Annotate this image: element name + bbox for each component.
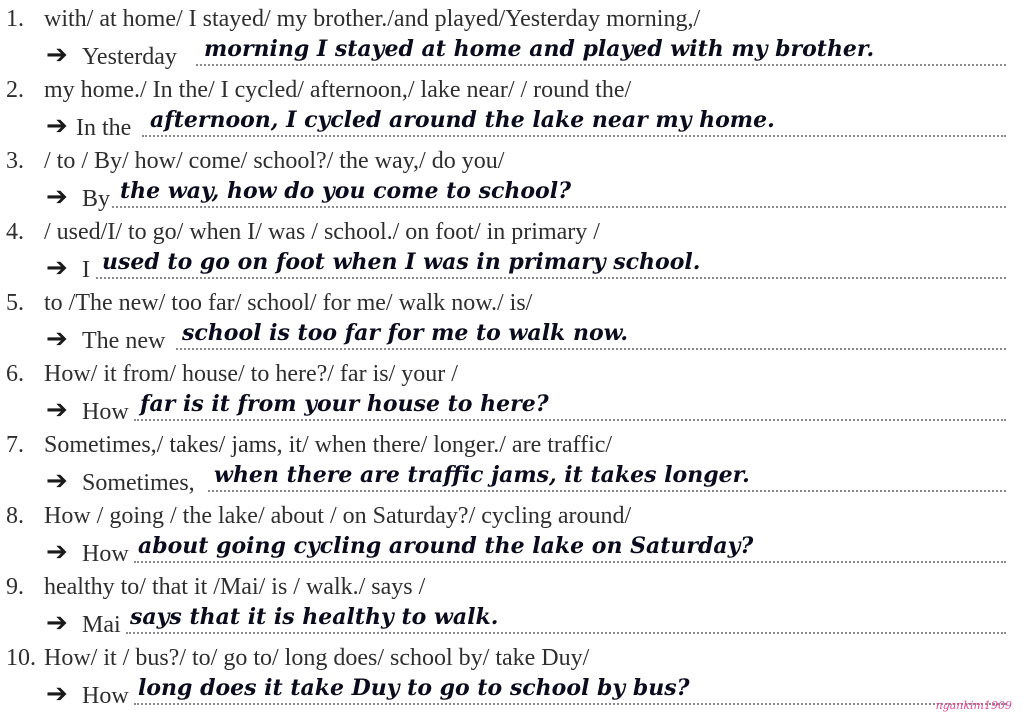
exercise-item-7 [0, 426, 1024, 497]
scrambled-prompt [6, 643, 589, 673]
arrow-right-icon: ➔ [46, 253, 68, 283]
arrow-right-icon: ➔ [46, 466, 68, 496]
arrow-right-icon: ➔ [46, 40, 68, 70]
dotted-answer-line [134, 561, 1006, 563]
arrow-right-icon: ➔ [46, 679, 68, 709]
answer-line [46, 464, 1006, 496]
scrambled-words: / to / By/ how/ come/ school?/ the way,/ do you/ [44, 148, 505, 174]
scrambled-prompt [6, 430, 612, 460]
answer-line [46, 322, 1006, 354]
answer-line [46, 38, 1006, 70]
handwritten-answer: about going cycling around the lake on Saturday? [138, 533, 754, 559]
handwritten-answer: says that it is healthy to walk. [130, 604, 499, 630]
scrambled-words: with/ at home/ I stayed/ my brother./and played/Yesterday morning,/ [44, 6, 701, 32]
item-number: 8. [6, 503, 24, 529]
answer-prefix: By [82, 186, 111, 212]
arrow-right-icon: ➔ [46, 182, 68, 212]
exercise-item-5 [0, 284, 1024, 355]
answer-line [46, 180, 1006, 212]
item-number: 1. [6, 6, 24, 32]
dotted-answer-line [208, 490, 1006, 492]
dotted-answer-line [142, 135, 1006, 137]
dotted-answer-line [196, 64, 1006, 66]
scrambled-prompt [6, 501, 631, 531]
scrambled-words: healthy to/ that it /Mai/ is / walk./ says / [44, 574, 426, 600]
scrambled-words: my home./ In the/ I cycled/ afternoon,/ lake near/ / round the/ [44, 77, 632, 103]
item-number: 10. [6, 645, 36, 671]
answer-line [46, 677, 1006, 709]
scrambled-words: / used/I/ to go/ when I/ was / school./ on foot/ in primary / [44, 219, 600, 245]
answer-prefix: In the [76, 115, 132, 141]
dotted-answer-line [134, 703, 1006, 705]
answer-line [46, 535, 1006, 567]
item-number: 5. [6, 290, 24, 316]
dotted-answer-line [112, 206, 1006, 208]
exercise-item-8 [0, 497, 1024, 568]
item-number: 9. [6, 574, 24, 600]
answer-prefix: How [82, 541, 129, 567]
exercise-item-9 [0, 568, 1024, 639]
answer-prefix: The new [82, 328, 166, 354]
answer-prefix: Sometimes, [82, 470, 195, 496]
item-number: 6. [6, 361, 24, 387]
watermark: ngankim1909 [935, 699, 1012, 712]
exercise-item-4 [0, 213, 1024, 284]
handwritten-answer: when there are traffic jams, it takes longer. [214, 462, 750, 488]
handwritten-answer: long does it take Duy to go to school by bus? [138, 675, 690, 701]
item-number: 4. [6, 219, 24, 245]
handwritten-answer: school is too far for me to walk now. [182, 320, 629, 346]
scrambled-prompt [6, 4, 700, 34]
scrambled-prompt [6, 359, 458, 389]
scrambled-words: to /The new/ too far/ school/ for me/ walk now./ is/ [44, 290, 533, 316]
answer-prefix: I [82, 257, 90, 283]
exercise-item-6 [0, 355, 1024, 426]
answer-line [46, 606, 1006, 638]
handwritten-answer: morning I stayed at home and played with my brother. [204, 36, 875, 62]
arrow-right-icon: ➔ [46, 608, 68, 638]
exercise-item-2 [0, 71, 1024, 142]
exercise-item-10 [0, 639, 1024, 710]
answer-prefix: Yesterday [82, 44, 177, 70]
dotted-answer-line [96, 277, 1006, 279]
answer-line [46, 251, 1006, 283]
item-number: 2. [6, 77, 24, 103]
handwritten-answer: the way, how do you come to school? [120, 178, 571, 204]
item-number: 7. [6, 432, 24, 458]
scrambled-prompt [6, 146, 504, 176]
scrambled-words: How/ it from/ house/ to here?/ far is/ your / [44, 361, 458, 387]
arrow-right-icon: ➔ [46, 537, 68, 567]
exercise-item-1 [0, 0, 1024, 71]
arrow-right-icon: ➔ [46, 111, 68, 141]
scrambled-prompt [6, 288, 532, 318]
scrambled-prompt [6, 217, 600, 247]
handwritten-answer: far is it from your house to here? [140, 391, 549, 417]
dotted-answer-line [134, 419, 1006, 421]
answer-prefix: How [82, 399, 129, 425]
arrow-right-icon: ➔ [46, 324, 68, 354]
scrambled-words: Sometimes,/ takes/ jams, it/ when there/ longer./ are traffic/ [44, 432, 613, 458]
scrambled-words: How/ it / bus?/ to/ go to/ long does/ school by/ take Duy/ [44, 645, 590, 671]
answer-prefix: How [82, 683, 129, 709]
handwritten-answer: used to go on foot when I was in primary school. [102, 249, 701, 275]
handwritten-answer: afternoon, I cycled around the lake near my home. [150, 107, 775, 133]
answer-line [46, 109, 1006, 141]
answer-line [46, 393, 1006, 425]
scrambled-prompt [6, 572, 425, 602]
arrow-right-icon: ➔ [46, 395, 68, 425]
exercise-item-3 [0, 142, 1024, 213]
dotted-answer-line [126, 632, 1006, 634]
answer-prefix: Mai [82, 612, 121, 638]
scrambled-words: How / going / the lake/ about / on Saturday?/ cycling around/ [44, 503, 632, 529]
dotted-answer-line [176, 348, 1006, 350]
scrambled-prompt [6, 75, 631, 105]
item-number: 3. [6, 148, 24, 174]
